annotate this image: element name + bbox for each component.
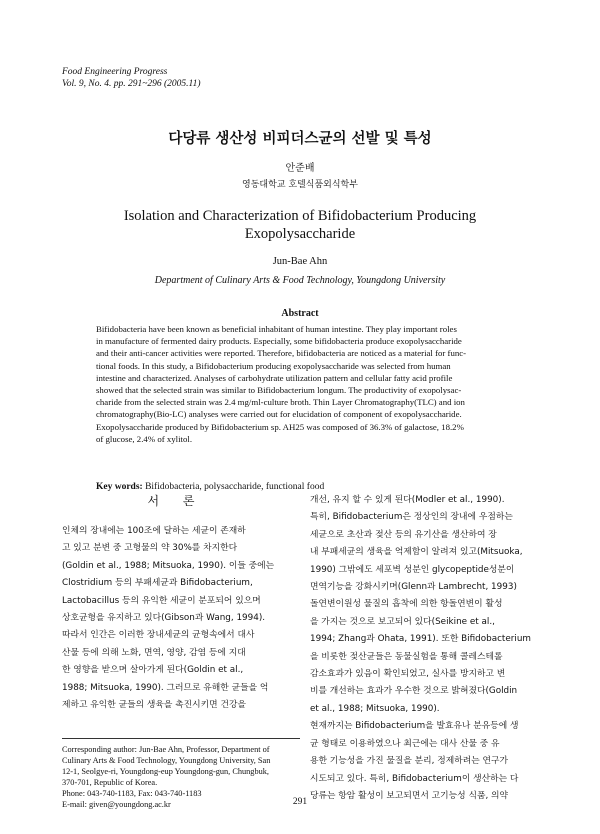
footnote-line: 370-701, Republic of Korea.: [62, 778, 158, 787]
abstract-line: in manufacture of fermented dairy products. Especially, some bifidobacteria produce exopolysaccharide: [96, 336, 462, 347]
keywords-text: Bifidobacteria, polysaccharide, functional food: [142, 482, 325, 492]
abstract-line: showed that the selected strain was similar to Bifidobacterium longum. The productivity of exopolysac-: [96, 385, 462, 396]
body-line: 돌연변이원성 물질의 흡착에 의한 항돌연변이 활성: [310, 599, 503, 610]
korean-title: 다당류 생산성 비피더스균의 선발 및 특성: [168, 131, 432, 147]
abstract-line: intestine and characterized. Analyses of carbohydrate utilization pattern and cellular fatty acid profile: [96, 372, 453, 383]
abstract-line: tional foods. In this study, a Bifidobacterium producing exopolysaccharide was selected from human: [96, 360, 451, 371]
right-column: [310, 492, 550, 805]
korean-affiliation: 영동대학교 호텔식품외식학부: [242, 180, 358, 190]
section-heading-introduction: 서 론: [147, 494, 205, 508]
journal-info: [62, 66, 201, 90]
english-title-line-1: Isolation and Characterization of Bifidobacterium Producing: [123, 208, 477, 224]
body-line: Clostridium 등의 부패세균과 Bifidobacterium,: [62, 578, 253, 589]
keywords: [96, 482, 324, 492]
body-line: 세균으로 초산과 젖산 등의 유기산을 생산하여 장: [310, 529, 497, 540]
english-title-line-2: Exopolysaccharide: [244, 226, 356, 242]
body-line: et al., 1988; Mitsuoka, 1990).: [310, 703, 440, 714]
body-line: 균 형태로 이용하였으나 최근에는 대사 산물 중 유: [310, 738, 500, 749]
body-line: 한 영향을 받으며 살아가게 된다(Goldin et al.,: [62, 665, 244, 676]
body-line: 현재까지는 Bifidobacterium을 발효유나 분유등에 생: [310, 721, 519, 732]
body-line: 시도되고 있다. 특히, Bifidobacterium이 생산하는 다: [310, 773, 519, 784]
body-line: 제하고 유익한 균들의 생육을 촉진시키면 건강을: [62, 700, 246, 711]
body-line: Lactobacillus 등의 유익한 세균이 분포되어 있으며: [62, 595, 261, 606]
abstract-heading: Abstract: [281, 308, 319, 319]
body-line: 상호균형을 유지하고 있다(Gibson과 Wang, 1994).: [62, 613, 266, 624]
footnote-divider: [62, 738, 300, 739]
body-line: 고 있고 분변 중 고형물의 약 30%를 차지한다: [62, 543, 238, 554]
body-line: 감소효과가 있음이 확인되었고, 실사를 방지하고 변: [310, 669, 506, 680]
abstract-line: of glucose, 2.4% of xylitol.: [96, 433, 193, 444]
body-line: 따라서 인간은 이러한 장내세균의 균형속에서 대사: [62, 630, 255, 641]
footnote-line: E-mail: given@youngdong.ac.kr: [62, 800, 171, 809]
body-line: 1990) 그밖에도 세포벽 성분인 glycopeptide성분이: [310, 564, 515, 575]
body-line: 을 가지는 것으로 보고되어 있다(Seikine et al.,: [310, 616, 495, 627]
footnote-line: Corresponding author: Jun-Bae Ahn, Professor, Department of: [62, 745, 270, 754]
journal-name: Food Engineering Progress: [62, 67, 168, 77]
abstract-line: and their anti-cancer activities were reported. Therefore, bifidobacteria are noticed as a material for func-: [96, 348, 467, 359]
journal-volume: Vol. 9, No. 4. pp. 291~296 (2005.11): [62, 79, 201, 89]
body-line: 1994; Zhang과 Ohata, 1991). 또한 Bifidobacterium: [310, 634, 531, 645]
page-number: 291: [292, 797, 308, 807]
abstract-line: charide from the selected strain was 2.4 mg/ml-culture broth. Thin Layer Chromatography(TLC) and ion: [96, 397, 465, 408]
footnote-line: Phone: 043-740-1183, Fax: 043-740-1183: [62, 789, 202, 798]
body-line: 을 비롯한 젖산균들은 동물실험을 통해 콜레스테롤: [310, 651, 503, 662]
footnote-line: 12-1, Seolgye-ri, Youngdong-eup Youngdong-gun, Chungbuk,: [62, 767, 269, 776]
korean-author: 안준배: [285, 163, 315, 174]
english-affiliation: Department of Culinary Arts & Food Technology, Youngdong University: [154, 275, 446, 286]
english-title: [70, 207, 530, 243]
abstract-line: Bifidobacteria have been known as beneficial inhabitant of human intestine. They play important roles: [96, 324, 457, 334]
body-line: 비를 개선하는 효과가 우수한 것으로 밝혀졌다(Goldin: [310, 686, 518, 697]
body-line: 산물 등에 의해 노화, 면역, 영양, 감염 등에 지대: [62, 647, 246, 658]
body-line: (Goldin et al., 1988; Mitsuoka, 1990). 이들 중에는: [62, 560, 275, 571]
body-line: 당류는 항암 활성이 보고되면서 고기능성 식품, 의약: [310, 790, 509, 801]
body-line: 면역기능을 강화시키며(Glenn과 Lambrecht, 1993): [310, 582, 517, 593]
body-line: 1988; Mitsuoka, 1990). 그러므로 유해한 균들을 억: [62, 682, 269, 693]
footnote-line: Culinary Arts & Food Technology, Youngdong University, San: [62, 756, 271, 765]
abstract-body: [96, 323, 509, 445]
abstract-line: chromatography(Bio-LC) analyses were carried out for elucidation of component of exopolysaccharide.: [96, 409, 462, 420]
body-line: 특히, Bifidobacterium은 정상인의 장내에 우점하는: [310, 512, 513, 523]
left-column: [62, 523, 300, 714]
english-author: Jun-Bae Ahn: [272, 256, 328, 267]
body-line: 인체의 장내에는 100조에 달하는 세균이 존재하: [62, 526, 246, 536]
body-line: 개선, 유지 할 수 있게 된다(Modler et al., 1990).: [310, 495, 505, 505]
abstract-line: Exopolysaccharide produced by Bifidobacterium sp. AH25 was composed of 36.3% of galactose, 18.2%: [96, 421, 464, 432]
keywords-label: Key words:: [96, 482, 143, 492]
body-line: 용한 기능성을 가진 물질을 분리, 정제하려는 연구가: [310, 756, 509, 767]
body-line: 내 부패세균의 생육을 억제함이 알려져 있고(Mitsuoka,: [310, 547, 523, 558]
